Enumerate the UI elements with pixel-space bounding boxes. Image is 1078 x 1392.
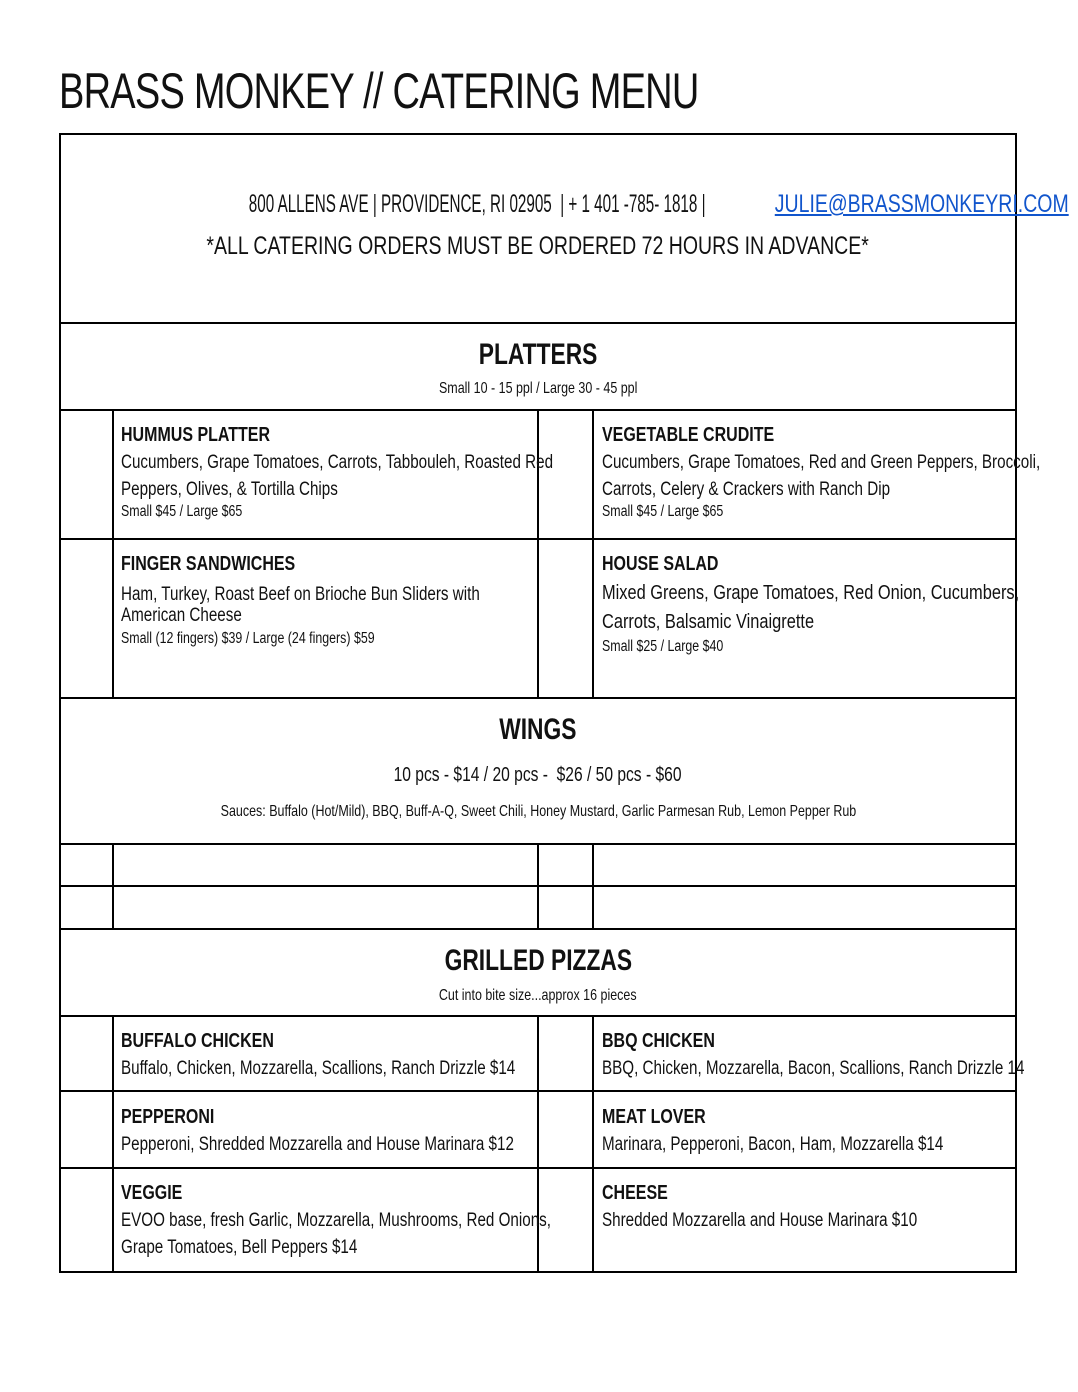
item-price: Small $25 / Large $40 (602, 638, 724, 655)
divider (59, 322, 1017, 324)
item-description: BBQ, Chicken, Mozzarella, Bacon, Scallions, Ranch Drizzle 14 (602, 1058, 1025, 1079)
item-name: BBQ CHICKEN (602, 1030, 715, 1052)
menu-item (602, 1106, 1029, 1158)
pizzas-subtitle: Cut into bite size...approx 16 pieces (439, 987, 637, 1004)
email-link[interactable]: JULIE@BRASSMONKEYRI.COM (774, 190, 1069, 218)
platters-subtitle: Small 10 - 15 ppl / Large 30 - 45 ppl (438, 380, 638, 397)
item-name: HUMMUS PLATTER (121, 424, 271, 446)
item-price: Small $45 / Large $65 (602, 503, 724, 520)
item-description: American Cheese (121, 605, 242, 626)
column-divider (112, 1015, 114, 1273)
item-name: BUFFALO CHICKEN (121, 1030, 274, 1052)
item-name: VEGETABLE CRUDITE (602, 424, 775, 446)
menu-item (121, 1106, 612, 1158)
item-name: CHEESE (602, 1182, 668, 1204)
wings-sauces: Sauces: Buffalo (Hot/Mild), BBQ, Buff-A-Q, Sweet Chili, Honey Mustard, Garlic Parmesan Rub, Lemon Pepper Rub (220, 803, 856, 820)
column-divider (112, 409, 114, 699)
item-description: Buffalo, Chicken, Mozzarella, Scallions, Ranch Drizzle $14 (121, 1058, 516, 1079)
item-price: Small $45 / Large $65 (121, 503, 243, 520)
item-description: Shredded Mozzarella and House Marinara $10 (602, 1210, 918, 1231)
item-description: EVOO base, fresh Garlic, Mozzarella, Mushrooms, Red Onions, (121, 1210, 551, 1231)
item-name: MEAT LOVER (602, 1106, 706, 1128)
item-description: Grape Tomatoes, Bell Peppers $14 (121, 1237, 358, 1258)
menu-item (121, 1182, 658, 1261)
item-name: PEPPERONI (121, 1106, 215, 1128)
page-title: BRASS MONKEY // CATERING MENU (59, 63, 699, 119)
item-description: Cucumbers, Grape Tomatoes, Carrots, Tabbouleh, Roasted Red (121, 452, 554, 473)
menu-item (602, 1182, 996, 1234)
contact-line (59, 190, 1069, 219)
menu-item (602, 424, 1078, 521)
menu-item (602, 553, 1078, 656)
menu-item (121, 1030, 614, 1082)
menu-item (121, 553, 569, 648)
platters-title: PLATTERS (478, 338, 598, 371)
item-description: Ham, Turkey, Roast Beef on Brioche Bun Sliders with (121, 584, 480, 605)
item-name: HOUSE SALAD (602, 553, 719, 575)
item-price: Small (12 fingers) $39 / Large (24 fingers) $59 (121, 630, 375, 647)
menu-item (121, 424, 661, 521)
column-divider (112, 843, 114, 930)
pizzas-title: GRILLED PIZZAS (444, 944, 632, 977)
item-description: Mixed Greens, Grape Tomatoes, Red Onion, Cucumbers, (602, 581, 1020, 604)
item-name: VEGGIE (121, 1182, 183, 1204)
item-description: Cucumbers, Grape Tomatoes, Red and Green Peppers, Broccoli, (602, 452, 1041, 473)
item-description: Carrots, Balsamic Vinaigrette (602, 610, 815, 633)
item-description: Pepperoni, Shredded Mozzarella and House Marinara $12 (121, 1134, 514, 1155)
column-divider (537, 843, 539, 930)
contact-info: 800 ALLENS AVE | PROVIDENCE, RI 02905 | + 1 401 -785- 1818 | (248, 190, 710, 218)
item-description: Peppers, Olives, & Tortilla Chips (121, 479, 338, 500)
item-description: Marinara, Pepperoni, Bacon, Ham, Mozzarella $14 (602, 1134, 944, 1155)
column-divider (592, 843, 594, 930)
item-name: FINGER SANDWICHES (121, 553, 296, 575)
order-notice: *ALL CATERING ORDERS MUST BE ORDERED 72 HOURS IN ADVANCE* (206, 232, 870, 260)
item-description: Carrots, Celery & Crackers with Ranch Dip (602, 479, 891, 500)
menu-item (602, 1030, 1078, 1082)
wings-title: WINGS (499, 713, 577, 746)
wings-pricing: 10 pcs - $14 / 20 pcs - $26 / 50 pcs - $60 (394, 764, 682, 786)
